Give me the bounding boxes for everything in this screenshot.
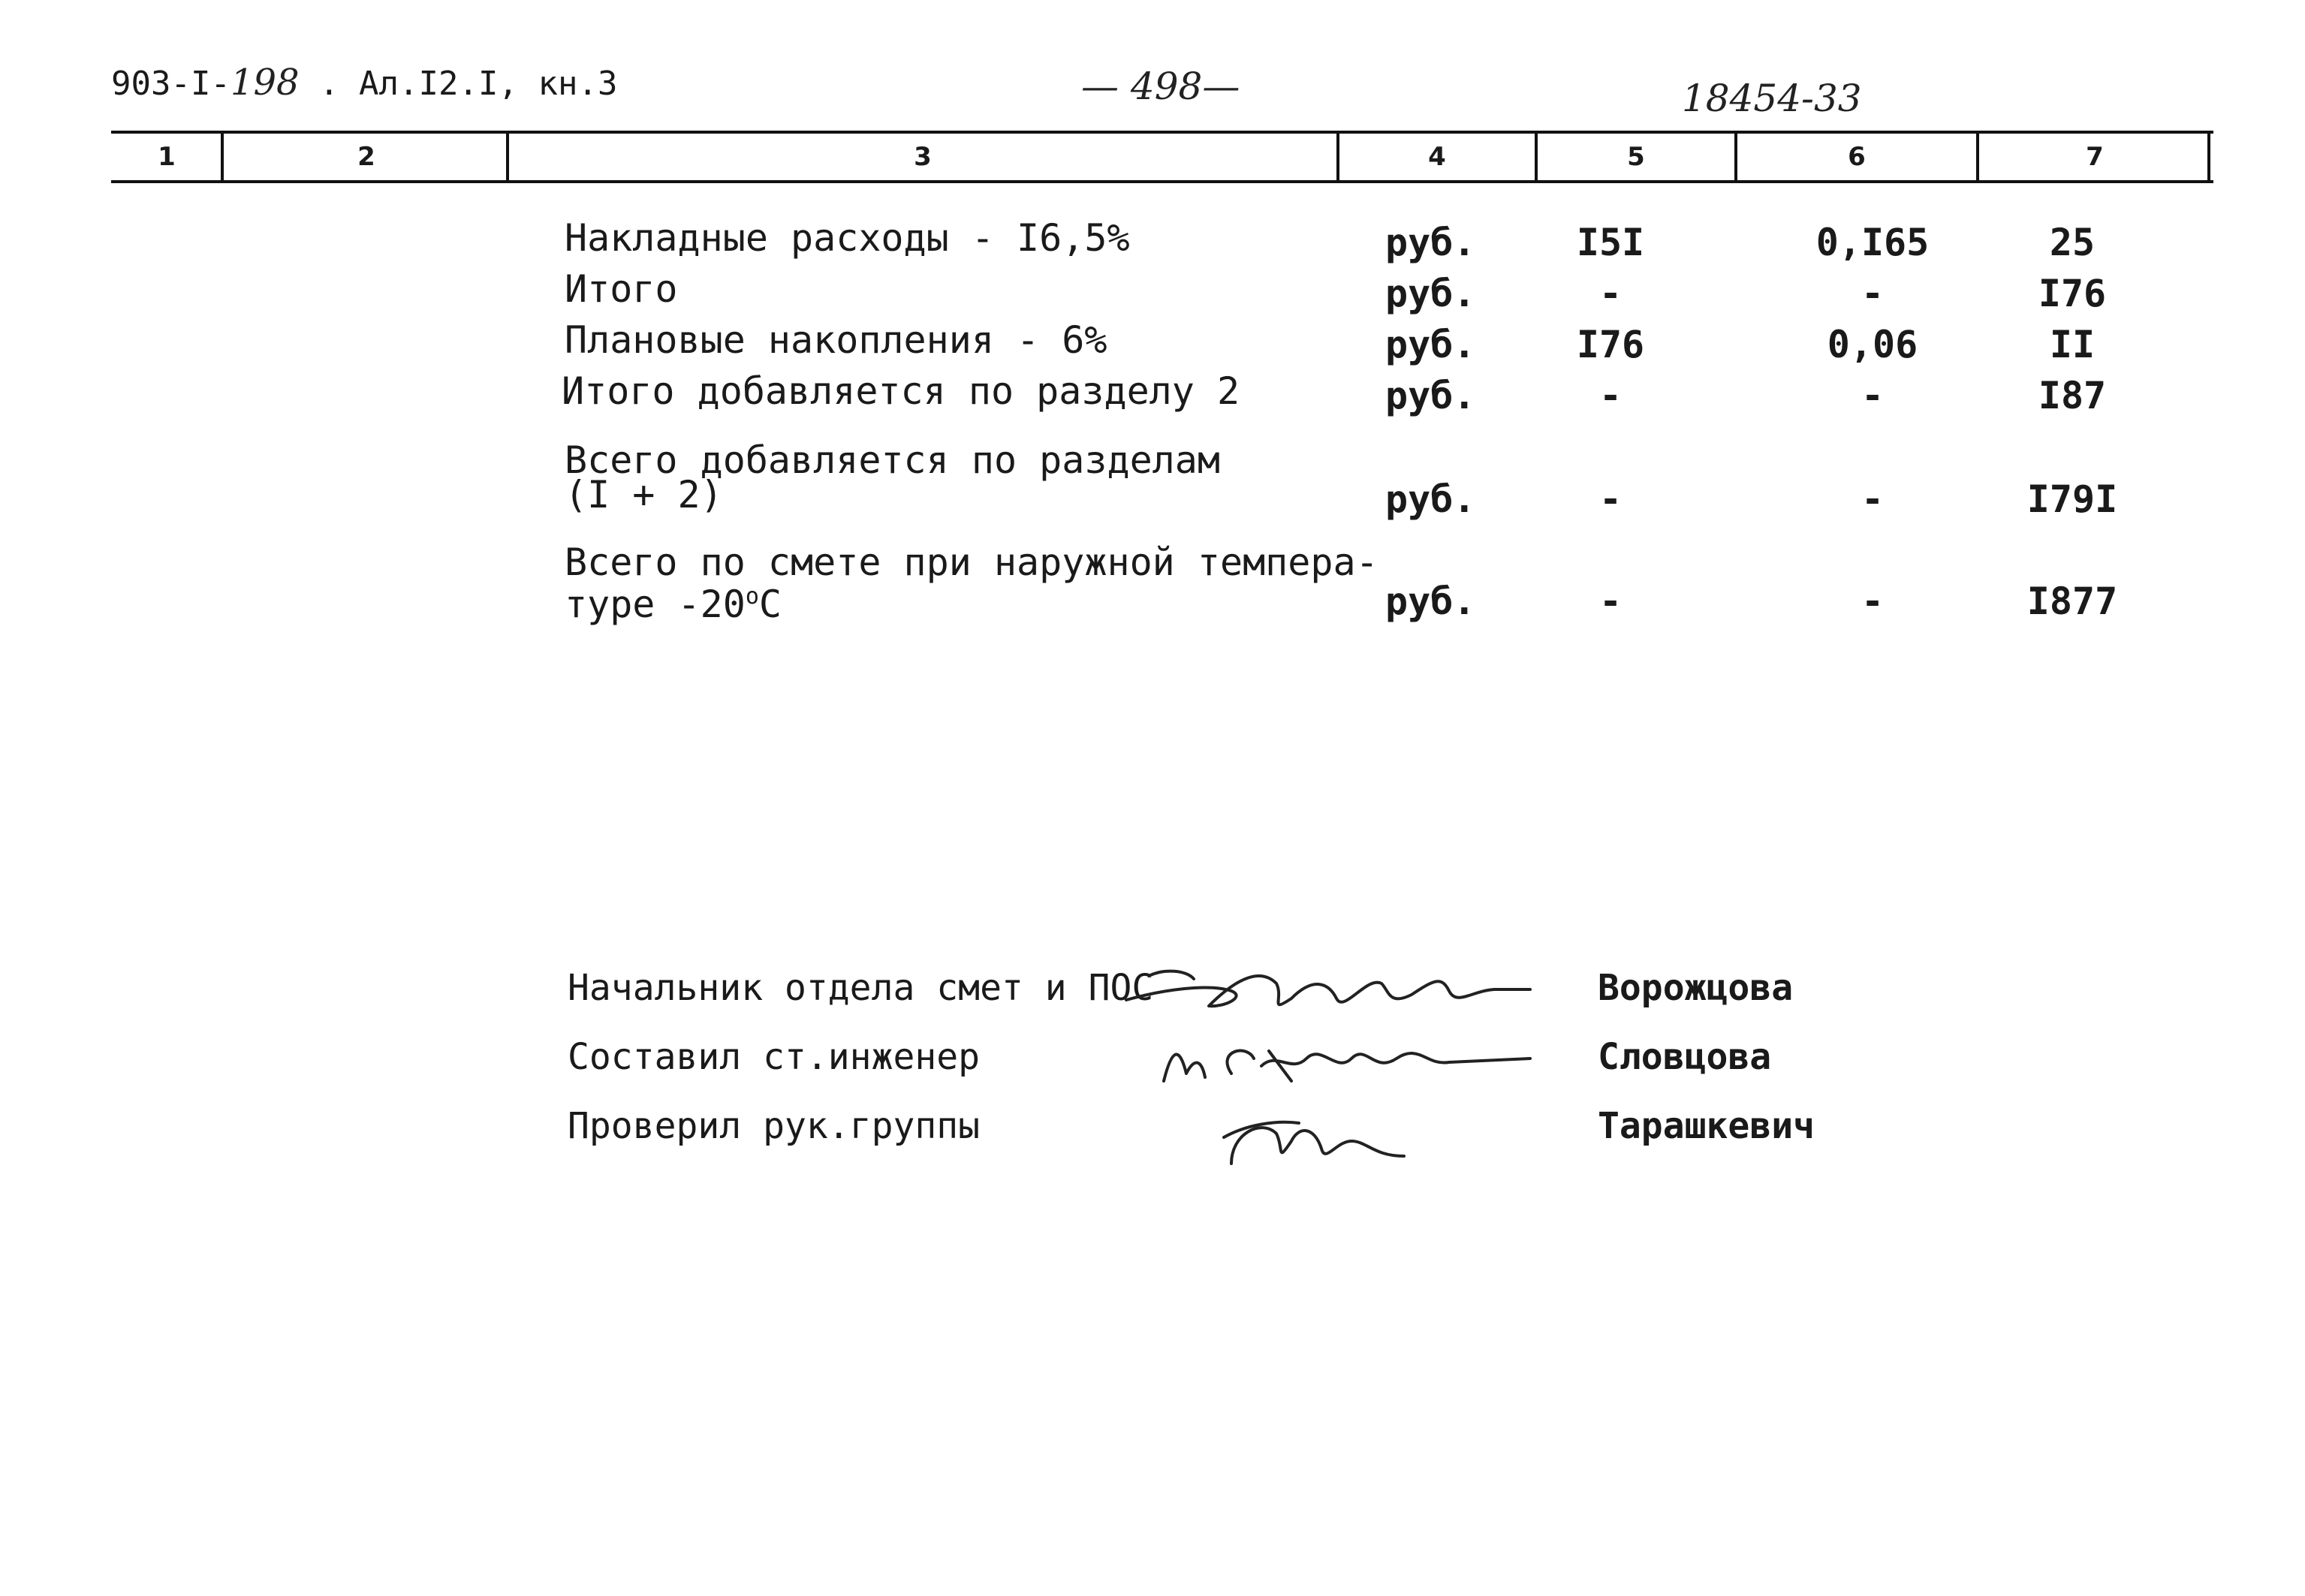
row-col5: I5I [1576,221,1645,264]
row-description: Накладные расходы - I6,5% [565,216,1130,260]
row-col7: I76 [2038,272,2107,315]
row-col7: II [2049,323,2096,366]
document-code [111,62,617,104]
row-col6: 0,I65 [1815,221,1930,264]
column-number-2: 2 [357,142,375,172]
column-header-row [111,131,2213,183]
row-unit: руб. [1385,272,1476,315]
row-col6: - [1861,477,1885,521]
column-divider [2207,134,2210,180]
column-number-3: 3 [914,142,932,172]
row-description: Плановые накопления - 6% [565,318,1107,362]
row-unit: руб. [1385,477,1476,521]
column-number-7: 7 [2086,142,2104,172]
row-description-line: (I + 2) [565,473,723,516]
sheet-code: 18454-33 [1682,77,1862,120]
page-number: — 498— [1081,65,1240,108]
row-description [565,438,1220,516]
signature-role: Проверил рук.группы [568,1105,981,1147]
handwritten-signatures [1119,953,1554,1179]
row-col7: I877 [2026,580,2118,623]
signature-slovtsova [1164,1051,1530,1081]
row-col6: - [1861,580,1885,623]
column-number-4: 4 [1428,142,1446,172]
row-description: Итого добавляется по разделу 2 [562,369,1240,413]
document-code-handwritten: 198 [230,62,300,104]
signature-role: Составил ст.инженер [568,1036,981,1078]
row-col6: 0,06 [1827,323,1918,366]
row-col5: - [1598,580,1623,623]
row-description-text: С [758,583,782,626]
signature-name: Ворожцова [1598,967,1794,1009]
signature-tarashkevich [1231,1128,1404,1164]
row-col7: I79I [2026,477,2118,521]
row-unit: руб. [1385,221,1476,264]
degree-symbol: o [745,583,759,610]
row-unit: руб. [1385,323,1476,366]
row-description-text: туре -20 [565,583,746,626]
row-col5: - [1598,374,1623,417]
document-code-prefix: 903-I- [111,65,230,103]
signature-role: Начальник отдела смет и ПОС [568,967,1154,1009]
row-col7: I87 [2038,374,2107,417]
document-reference: . Ал.I2.I, кн.3 [319,65,618,103]
row-description [565,541,1378,626]
row-description-line [565,580,1378,626]
row-col5: - [1598,477,1623,521]
row-col7: 25 [2049,221,2096,264]
signature-vorozhtsova [1126,976,1530,1006]
signature-name: Словцова [1598,1036,1772,1078]
row-unit: руб. [1385,580,1476,623]
column-number-5: 5 [1627,142,1645,172]
row-col6: - [1861,374,1885,417]
row-col5: I76 [1576,323,1645,366]
row-col6: - [1861,272,1885,315]
column-number-1: 1 [158,142,176,172]
row-col5: - [1598,272,1623,315]
row-unit: руб. [1385,374,1476,417]
row-description: Итого [565,267,678,311]
signature-name: Тарашкевич [1598,1105,1815,1147]
column-number-6: 6 [1848,142,1866,172]
row-description-line: Всего по смете при наружной темпера- [565,541,1378,584]
row-description-line: Всего добавляется по разделам [565,438,1220,482]
